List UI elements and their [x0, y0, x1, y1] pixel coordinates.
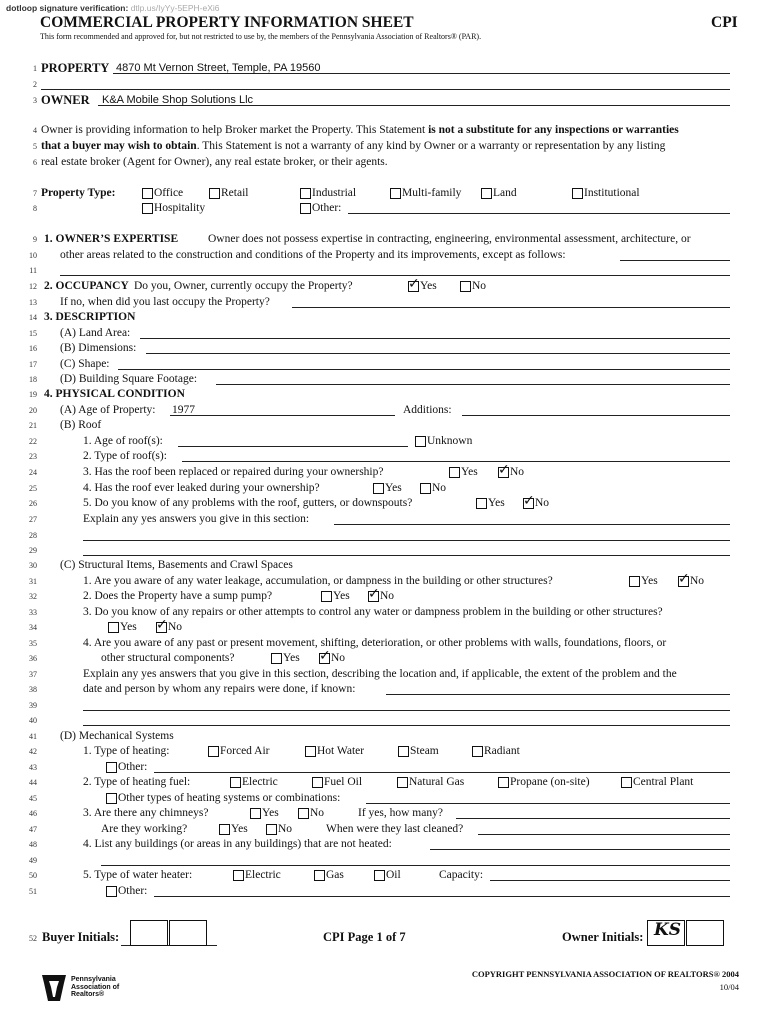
roof-age-label: 1. Age of roof(s):: [83, 435, 163, 447]
page-indicator: CPI Page 1 of 7: [323, 930, 406, 944]
wh-electric-label: Electric: [245, 869, 281, 881]
row-water-leakage: [0, 574, 770, 589]
row-29: [0, 543, 770, 558]
square-footage-label: (D) Building Square Footage:: [60, 373, 198, 385]
not-heated-field-2[interactable]: [101, 853, 730, 866]
row-roof-explain: [0, 512, 770, 527]
row-property: [0, 61, 770, 76]
roof-replaced-yes-checkbox[interactable]: [449, 467, 460, 478]
owner-label: OWNER: [41, 93, 90, 107]
row-movement-2: [0, 651, 770, 666]
fuel-oil-label: Fuel Oil: [324, 776, 363, 788]
roof-replaced-no-label: No: [510, 466, 525, 478]
row-s3: [0, 310, 770, 325]
struct-explain-field-3[interactable]: [83, 713, 730, 726]
movement-yes-checkbox[interactable]: [271, 653, 282, 664]
capacity-field[interactable]: [490, 868, 730, 881]
row-roof-type: [0, 449, 770, 464]
wh-oil-label: Oil: [386, 869, 401, 881]
intro-line-1: [0, 123, 770, 138]
keystone-icon: [40, 973, 68, 1003]
s4-title: 4. PHYSICAL CONDITION: [44, 388, 185, 400]
forced-air-checkbox[interactable]: [208, 746, 219, 757]
line-number: 46: [29, 809, 37, 818]
buyer-initials-box-2[interactable]: [169, 920, 207, 946]
property-value: 4870 Mt Vernon Street, Temple, PA 19560: [116, 62, 321, 74]
line-number: 21: [29, 421, 37, 430]
row-square-footage: [0, 372, 770, 387]
last-cleaned-field[interactable]: [478, 822, 730, 835]
row-structural: [0, 558, 770, 573]
row-s2: [0, 279, 770, 294]
row-heating-other: [0, 760, 770, 775]
intro-line-3: [0, 155, 770, 170]
line-number: 4: [33, 126, 37, 135]
row-sump-pump: [0, 589, 770, 604]
movement-yes-label: Yes: [283, 652, 300, 664]
line-number: 15: [29, 329, 37, 338]
intro-text-2: . This Statement is not a warranty of any kind by Owner or a warranty or representation by any listing: [196, 140, 666, 152]
square-footage-field[interactable]: [216, 372, 730, 385]
water-leakage-question: 1. Are you aware of any water leakage, accumulation, or dampness in the building or other structures?: [83, 575, 553, 587]
line-number: 43: [29, 763, 37, 772]
retail-label: Retail: [221, 187, 249, 199]
chimneys-count-field[interactable]: [456, 806, 730, 819]
property-label: PROPERTY: [41, 61, 110, 75]
row-movement: [0, 636, 770, 651]
mechanical-label: (D) Mechanical Systems: [60, 730, 174, 742]
verification-link[interactable]: dtlp.us/IyYy-5EPH-eXi6: [130, 3, 220, 13]
land-label: Land: [493, 187, 517, 199]
radiant-checkbox[interactable]: [472, 746, 483, 757]
chimneys-count-label: If yes, how many?: [358, 807, 443, 819]
line-number: 12: [29, 282, 37, 291]
repairs-no-checkbox[interactable]: [156, 622, 167, 633]
water-leakage-no-label: No: [690, 575, 705, 587]
line-number: 41: [29, 732, 37, 741]
struct-explain-label-2: date and person by whom any repairs were done, if known:: [83, 683, 356, 695]
line-number: 37: [29, 670, 37, 679]
row-property-type: [0, 186, 770, 201]
property-type-label: Property Type:: [41, 187, 116, 199]
land-area-label: (A) Land Area:: [60, 327, 131, 339]
chimneys-yes-label: Yes: [262, 807, 279, 819]
roof-problems-yes-checkbox[interactable]: [476, 498, 487, 509]
s1-text: Owner does not possess expertise in contracting, engineering, environmental assessment, architecture, or: [208, 233, 691, 245]
line-number: 9: [33, 235, 37, 244]
row-struct-explain-2: [0, 682, 770, 697]
line-number: 28: [29, 531, 37, 540]
row-property-type-2: [0, 201, 770, 216]
line-number: 51: [29, 887, 37, 896]
movement-question: 4. Are you aware of any past or present movement, shifting, deterioration, or other problems with walls, foundations, floors, or: [83, 637, 667, 649]
row-repairs-2: [0, 620, 770, 635]
line-number: 3: [33, 96, 37, 105]
row-dimensions: [0, 341, 770, 356]
repairs-yes-checkbox[interactable]: [108, 622, 119, 633]
struct-explain-field-2[interactable]: [83, 698, 730, 711]
roof-age-unknown-label: Unknown: [427, 435, 473, 447]
par-logo: [40, 973, 150, 1009]
structural-label: (C) Structural Items, Basements and Crawl Spaces: [60, 559, 293, 571]
multi-family-label: Multi-family: [402, 187, 462, 199]
s2-title: 2. OCCUPANCY: [44, 280, 129, 292]
line-number: 27: [29, 515, 37, 524]
line-number: 11: [29, 266, 37, 275]
additions-label: Additions:: [403, 404, 452, 416]
buyer-initials-box-1[interactable]: [130, 920, 168, 946]
intro-text-3: real estate broker (Agent for Owner), any real estate broker, or their agents.: [41, 156, 388, 168]
hot-water-checkbox[interactable]: [305, 746, 316, 757]
logo-line-3: Realtors®: [71, 991, 105, 998]
line-number: 30: [29, 561, 37, 570]
line-number: 14: [29, 313, 37, 322]
owner-initials-label: Owner Initials:: [562, 930, 644, 944]
line-number: 47: [29, 825, 37, 834]
line-number: 34: [29, 623, 37, 632]
roof-problems-yes-label: Yes: [488, 497, 505, 509]
row-s2-2: [0, 295, 770, 310]
heating-other-label: Other:: [118, 761, 148, 773]
water-heater-label: 5. Type of water heater:: [83, 869, 193, 881]
occupancy-yes-checkbox[interactable]: [408, 281, 419, 292]
roof-leaked-yes-checkbox[interactable]: [373, 483, 384, 494]
verification-label: dotloop signature verification:: [6, 3, 129, 13]
line-number: 20: [29, 406, 37, 415]
line-number: 8: [33, 204, 37, 213]
copyright: COPYRIGHT PENNSYLVANIA ASSOCIATION OF REALTORS® 2004: [471, 969, 739, 979]
central-plant-label: Central Plant: [633, 776, 694, 788]
intro-emphasis-2: that a buyer may wish to obtain: [41, 140, 197, 152]
wh-oil-checkbox[interactable]: [374, 870, 385, 881]
capacity-label: Capacity:: [439, 869, 484, 881]
row-40: [0, 713, 770, 728]
working-yes-label: Yes: [231, 823, 248, 835]
row-roof-replaced: [0, 465, 770, 480]
heating-other-checkbox[interactable]: [106, 762, 117, 773]
line-number: 16: [29, 344, 37, 353]
working-no-checkbox[interactable]: [266, 824, 277, 835]
row-age: [0, 403, 770, 418]
movement-no-label: No: [331, 652, 346, 664]
row-39: [0, 698, 770, 713]
industrial-label: Industrial: [312, 187, 357, 199]
line-number: 25: [29, 484, 37, 493]
line-number: 31: [29, 577, 37, 586]
forced-air-label: Forced Air: [220, 745, 270, 757]
row-chimneys-working: [0, 822, 770, 837]
hot-water-label: Hot Water: [317, 745, 365, 757]
water-leakage-yes-label: Yes: [641, 575, 658, 587]
line-number: 26: [29, 499, 37, 508]
roof-replaced-no-checkbox[interactable]: [498, 467, 509, 478]
row-49: [0, 853, 770, 868]
line-number: 13: [29, 298, 37, 307]
dimensions-field[interactable]: [146, 341, 730, 354]
line-number: 32: [29, 592, 37, 601]
row-water-heater: [0, 868, 770, 883]
intro-line-2: [0, 139, 770, 154]
natural-gas-checkbox[interactable]: [397, 777, 408, 788]
roof-type-label: 2. Type of roof(s):: [83, 450, 167, 462]
row-struct-explain: [0, 667, 770, 682]
owner-initials-box-1[interactable]: [647, 920, 685, 946]
heating-fuel-label: 2. Type of heating fuel:: [83, 776, 191, 788]
line-number: 10: [29, 251, 37, 260]
revision-date: 10/04: [719, 982, 739, 992]
last-occupied-field[interactable]: [292, 295, 730, 308]
s2-question: Do you, Owner, currently occupy the Property?: [134, 280, 353, 292]
steam-label: Steam: [410, 745, 439, 757]
line-number: 29: [29, 546, 37, 555]
logo-line-1: Pennsylvania: [71, 976, 116, 983]
shape-label: (C) Shape:: [60, 358, 110, 370]
age-value: 1977: [172, 404, 195, 416]
roof-replaced-yes-label: Yes: [461, 466, 478, 478]
sump-pump-no-label: No: [380, 590, 395, 602]
sump-pump-question: 2. Does the Property have a sump pump?: [83, 590, 273, 602]
roof-explain-field-2[interactable]: [83, 528, 730, 541]
fuel-electric-label: Electric: [242, 776, 278, 788]
other-systems-checkbox[interactable]: [106, 793, 117, 804]
roof-explain-field-3[interactable]: [83, 543, 730, 556]
roof-leaked-no-checkbox[interactable]: [420, 483, 431, 494]
roof-age-field[interactable]: [178, 434, 408, 447]
other-type-label: Other:: [312, 202, 342, 214]
fuel-electric-checkbox[interactable]: [230, 777, 241, 788]
form-code: CPI: [711, 14, 738, 31]
roof-explain-field[interactable]: [334, 512, 730, 525]
line-number: 52: [29, 934, 37, 943]
row-heating-type: [0, 744, 770, 759]
fuel-oil-checkbox[interactable]: [312, 777, 323, 788]
central-plant-checkbox[interactable]: [621, 777, 632, 788]
struct-explain-label: Explain any yes answers that you give in this section, describing the location and, if applicable, the extent of the problem and the: [83, 668, 677, 680]
heating-other-field[interactable]: [154, 760, 730, 773]
verification-line: [6, 3, 220, 13]
chimneys-question: 3. Are there any chimneys?: [83, 807, 209, 819]
buyer-initials-label: Buyer Initials:: [42, 930, 120, 944]
occupancy-yes-label: Yes: [420, 280, 437, 292]
line-number: 38: [29, 685, 37, 694]
water-leakage-no-checkbox[interactable]: [678, 576, 689, 587]
repairs-no-label: No: [168, 621, 183, 633]
office-label: Office: [154, 187, 184, 199]
s1-text-2: other areas related to the construction and conditions of the Property and its improvements, except as follows:: [60, 249, 566, 261]
land-area-field[interactable]: [140, 326, 730, 339]
row-heating-fuel: [0, 775, 770, 790]
other-type-field[interactable]: [348, 201, 730, 214]
hospitality-checkbox[interactable]: [142, 203, 153, 214]
shape-field[interactable]: [118, 357, 730, 370]
other-systems-label: Other types of heating systems or combinations:: [118, 792, 341, 804]
roof-replaced-question: 3. Has the roof been replaced or repaired during your ownership?: [83, 466, 384, 478]
occupancy-no-label: No: [472, 280, 487, 292]
line-number: 6: [33, 158, 37, 167]
line-number: 7: [33, 189, 37, 198]
row-initials: [0, 920, 770, 948]
working-yes-checkbox[interactable]: [219, 824, 230, 835]
dimensions-label: (B) Dimensions:: [60, 342, 137, 354]
expertise-field-2[interactable]: [60, 263, 730, 276]
line-number: 36: [29, 654, 37, 663]
hospitality-label: Hospitality: [154, 202, 206, 214]
steam-checkbox[interactable]: [398, 746, 409, 757]
working-no-label: No: [278, 823, 293, 835]
wh-other-checkbox[interactable]: [106, 886, 117, 897]
chimneys-no-checkbox[interactable]: [298, 808, 309, 819]
other-systems-field[interactable]: [366, 791, 730, 804]
not-heated-field[interactable]: [430, 837, 730, 850]
sump-pump-no-checkbox[interactable]: [368, 591, 379, 602]
roof-leaked-no-label: No: [432, 482, 447, 494]
line-number: 5: [33, 142, 37, 151]
line-number: 24: [29, 468, 37, 477]
industrial-checkbox[interactable]: [300, 188, 311, 199]
institutional-checkbox[interactable]: [572, 188, 583, 199]
intro-emphasis: is not a substitute for any inspections or warranties: [428, 124, 679, 136]
propane-label: Propane (on-site): [510, 776, 590, 788]
movement-question-2: other structural components?: [101, 652, 235, 664]
roof-label: (B) Roof: [60, 419, 102, 431]
row-roof-leaked: [0, 481, 770, 496]
line-number: 50: [29, 871, 37, 880]
movement-no-checkbox[interactable]: [319, 653, 330, 664]
owner-initials-signature: KS: [654, 920, 682, 940]
s3-title: 3. DESCRIPTION: [44, 311, 136, 323]
line-number: 39: [29, 701, 37, 710]
struct-explain-field[interactable]: [386, 682, 730, 695]
row-roof-age: [0, 434, 770, 449]
line-number: 49: [29, 856, 37, 865]
natural-gas-label: Natural Gas: [409, 776, 465, 788]
chimneys-yes-checkbox[interactable]: [250, 808, 261, 819]
sump-pump-yes-label: Yes: [333, 590, 350, 602]
s2-question-2: If no, when did you last occupy the Property?: [60, 296, 270, 308]
not-heated-label: 4. List any buildings (or areas in any buildings) that are not heated:: [83, 838, 392, 850]
last-cleaned-label: When were they last cleaned?: [326, 823, 464, 835]
s1-title: 1. OWNER’S EXPERTISE: [44, 233, 179, 245]
intro-text: Owner is providing information to help Broker market the Property. This Statement: [41, 124, 429, 136]
occupancy-no-checkbox[interactable]: [460, 281, 471, 292]
row-land-area: [0, 326, 770, 341]
form-subtitle: This form recommended and approved for, but not restricted to use by, the members of the Pennsylvania Association of Realtors® (PAR).: [40, 32, 482, 41]
row-not-heated: [0, 837, 770, 852]
heating-type-label: 1. Type of heating:: [83, 745, 170, 757]
institutional-label: Institutional: [584, 187, 640, 199]
row-s1-3: [0, 263, 770, 278]
line-number: 17: [29, 360, 37, 369]
repairs-yes-label: Yes: [120, 621, 137, 633]
line-number: 33: [29, 608, 37, 617]
property-field-2[interactable]: [41, 77, 730, 90]
line-number: 40: [29, 716, 37, 725]
roof-leaked-question: 4. Has the roof ever leaked during your ownership?: [83, 482, 320, 494]
sump-pump-yes-checkbox[interactable]: [321, 591, 332, 602]
line-number: 42: [29, 747, 37, 756]
row-other-systems: [0, 791, 770, 806]
multi-family-checkbox[interactable]: [390, 188, 401, 199]
expertise-field[interactable]: [620, 248, 730, 261]
propane-checkbox[interactable]: [498, 777, 509, 788]
other-type-checkbox[interactable]: [300, 203, 311, 214]
line-number: 44: [29, 778, 37, 787]
line-number: 35: [29, 639, 37, 648]
line-number: 48: [29, 840, 37, 849]
owner-value: K&A Mobile Shop Solutions Llc: [102, 94, 254, 106]
wh-gas-label: Gas: [326, 869, 344, 881]
row-s1-2: [0, 248, 770, 263]
row-repairs: [0, 605, 770, 620]
row-mechanical: [0, 729, 770, 744]
additions-field[interactable]: [462, 403, 730, 416]
line-number: 2: [33, 80, 37, 89]
row-chimneys: [0, 806, 770, 821]
wh-electric-checkbox[interactable]: [233, 870, 244, 881]
wh-gas-checkbox[interactable]: [314, 870, 325, 881]
roof-problems-no-checkbox[interactable]: [523, 498, 534, 509]
roof-age-unknown-checkbox[interactable]: [415, 436, 426, 447]
row-wh-other: [0, 884, 770, 899]
line-number: 19: [29, 390, 37, 399]
roof-type-field[interactable]: [182, 449, 730, 462]
line-number: 45: [29, 794, 37, 803]
owner-initials-box-2[interactable]: [686, 920, 724, 946]
roof-leaked-yes-label: Yes: [385, 482, 402, 494]
retail-checkbox[interactable]: [209, 188, 220, 199]
radiant-label: Radiant: [484, 745, 520, 757]
age-label: (A) Age of Property:: [60, 404, 156, 416]
logo-line-2: Association of: [71, 983, 120, 991]
wh-other-field[interactable]: [154, 884, 730, 897]
row-28: [0, 528, 770, 543]
line-number: 23: [29, 452, 37, 461]
form-title: COMMERCIAL PROPERTY INFORMATION SHEET: [40, 14, 414, 31]
roof-problems-question: 5. Do you know of any problems with the roof, gutters, or downspouts?: [83, 497, 413, 509]
water-leakage-yes-checkbox[interactable]: [629, 576, 640, 587]
roof-problems-no-label: No: [535, 497, 550, 509]
office-checkbox[interactable]: [142, 188, 153, 199]
chimneys-working-label: Are they working?: [101, 823, 188, 835]
chimneys-no-label: No: [310, 807, 325, 819]
repairs-question: 3. Do you know of any repairs or other attempts to control any water or dampness problem in the building or other structures?: [83, 606, 663, 618]
roof-explain-label: Explain any yes answers you give in this section:: [83, 513, 310, 525]
row-s1: [0, 232, 770, 247]
age-field[interactable]: [170, 403, 395, 416]
line-number: 22: [29, 437, 37, 446]
row-2: [0, 77, 770, 92]
line-number: 1: [33, 64, 37, 73]
row-roof-problems: [0, 496, 770, 511]
row-s4: [0, 387, 770, 402]
wh-other-label: Other:: [118, 885, 148, 897]
row-owner: [0, 93, 770, 108]
row-roof: [0, 418, 770, 433]
line-number: 18: [29, 375, 37, 384]
row-shape: [0, 357, 770, 372]
land-checkbox[interactable]: [481, 188, 492, 199]
